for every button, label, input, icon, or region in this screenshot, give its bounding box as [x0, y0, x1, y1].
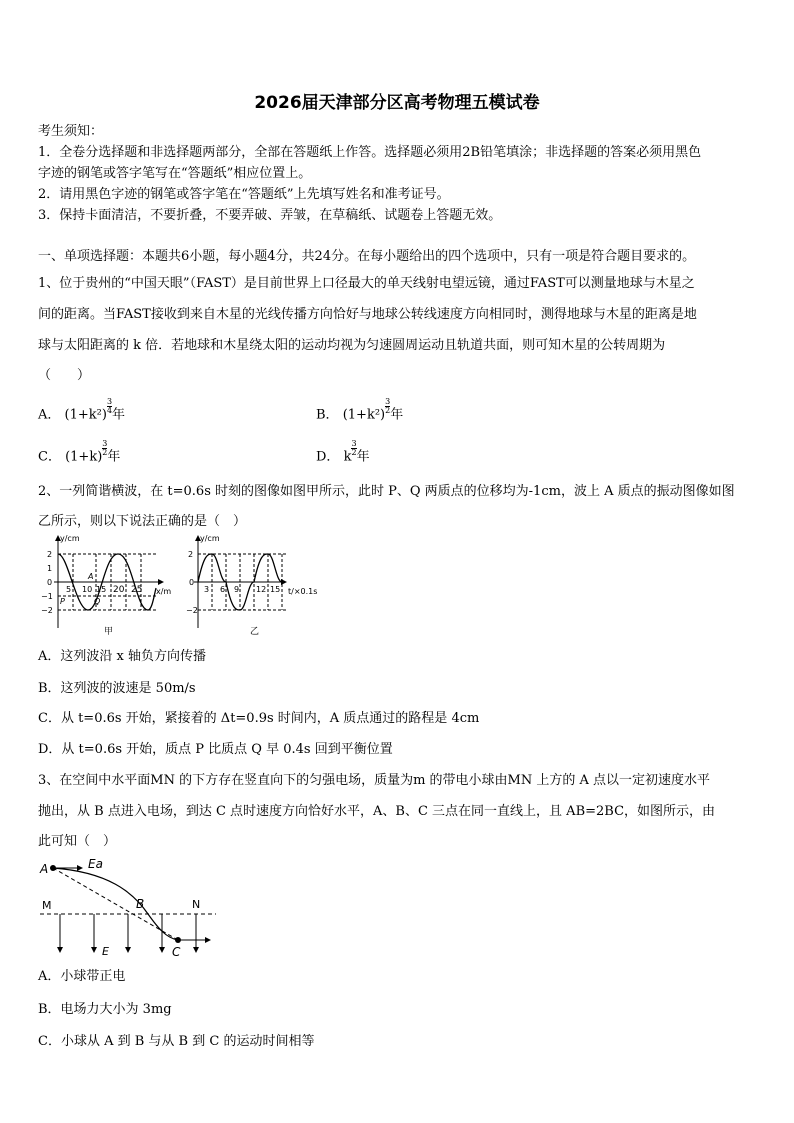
notice-item: 1．全卷分选择题和非选择题两部分，全部在答题纸上作答。选择题必须用2B铅笔填涂；非选择题的答案必须用黑色: [38, 145, 702, 160]
q3-option-c: C．小球从 A 到 B 与从 B 到 C 的运动时间相等: [38, 1034, 315, 1049]
svg-text:10: 10: [82, 585, 93, 594]
svg-text:5: 5: [66, 585, 72, 594]
q1-option-b: B． (1+k²) $\frac{3}{2}$ 年: [316, 397, 404, 423]
q3-option-b: B．电场力大小为 3mg: [38, 1002, 172, 1017]
svg-text:9: 9: [234, 585, 240, 594]
q1-option-d: D． k $\frac{3}{2}$ 年: [316, 439, 370, 465]
svg-text:C: C: [172, 945, 181, 959]
q3-option-a: A．小球带正电: [38, 969, 126, 984]
svg-text:M: M: [42, 899, 52, 912]
svg-text:乙: 乙: [250, 627, 260, 637]
section-heading: 一、单项选择题：本题共6小题，每小题4分，共24分。在每小题给出的四个选项中，只有一项是符合题目要求的。: [38, 249, 696, 264]
svg-text:1: 1: [47, 564, 53, 573]
q2-option-b: B．这列波的波速是 50m/s: [38, 681, 196, 696]
svg-text:t/×0.1s: t/×0.1s: [288, 587, 318, 596]
svg-text:N: N: [192, 898, 201, 911]
svg-text:20: 20: [113, 585, 125, 595]
q2-option-c: C．从 t=0.6s 开始，紧接着的 Δt=0.9s 时间内，A 质点通过的路程是 4cm: [38, 711, 480, 726]
svg-text:P: P: [60, 597, 65, 606]
notice-item: 3．保持卡面清洁，不要折叠，不要弄破、弄皱，在草稿纸、试题卷上答题无效。: [38, 208, 502, 223]
svg-text:15: 15: [96, 585, 107, 594]
svg-text:x/m: x/m: [156, 587, 172, 596]
q1-stem: 间的距离。当FAST接收到来自木星的光线传播方向恰好与地球公转线速度方向相同时，测得地球与木星的距离是地: [38, 307, 697, 322]
svg-text:15: 15: [270, 585, 281, 594]
notice-heading: 考生须知：: [38, 124, 104, 139]
vibration-graph-t: [186, 532, 336, 638]
q2-stem: 2、一列简谐横波，在 t=0.6s 时刻的图像如图甲所示，此时 P、Q 两质点的位移均为-1cm，波上 A 质点的振动图像如图: [38, 484, 735, 499]
notice-item: 字迹的钢笔或答字笔写在“答题纸”相应位置上。: [38, 166, 312, 181]
svg-text:甲: 甲: [104, 627, 114, 637]
q3-stem: 3、在空间中水平面MN 的下方存在竖直向下的匀强电场，质量为m 的带电小球由MN 上方的 A 点以一定初速度水平: [38, 773, 711, 788]
wave-graph-x: [38, 532, 178, 638]
q3-stem: 此可知（ ）: [38, 834, 117, 849]
svg-text:B: B: [136, 897, 145, 911]
svg-text:Ea: Ea: [88, 857, 103, 871]
svg-text:6: 6: [220, 585, 226, 594]
notice-item: 2．请用黑色字迹的钢笔或答字笔在“答题纸”上先填写姓名和准考证号。: [38, 187, 450, 202]
q2-option-a: A．这列波沿 x 轴负方向传播: [38, 649, 206, 664]
svg-text:12: 12: [256, 585, 267, 594]
svg-text:0: 0: [189, 578, 195, 587]
svg-text:−2: −2: [41, 606, 53, 615]
svg-text:Q: Q: [94, 597, 101, 606]
svg-text:25: 25: [131, 585, 143, 595]
q1-stem: （ ）: [38, 368, 91, 383]
q1-stem: 1、位于贵州的“中国天眼”（FAST）是目前世界上口径最大的单天线射电望远镜，通过FAST可以测量地球与木星之: [38, 276, 695, 291]
svg-text:−2: −2: [186, 606, 198, 615]
field-diagram: [38, 852, 228, 962]
q2-stem: 乙所示，则以下说法正确的是（ ）: [38, 514, 247, 529]
paper-title: 2026届天津部分区高考物理五模试卷: [254, 93, 540, 113]
q1-stem: 球与太阳距离的 k 倍．若地球和木星绕太阳的运动均视为匀速圆周运动且轨道共面，则可知木星的公转周期为: [38, 338, 666, 353]
svg-text:A: A: [88, 572, 94, 581]
q3-stem: 抛出，从 B 点进入电场，到达 C 点时速度方向恰好水平，A、B、C 三点在同一直线上，且 AB=2BC，如图所示，由: [38, 804, 716, 819]
svg-text:A: A: [40, 862, 49, 876]
svg-text:y/cm: y/cm: [60, 534, 80, 543]
q2-option-d: D．从 t=0.6s 开始，质点 P 比质点 Q 早 0.4s 回到平衡位置: [38, 742, 393, 757]
svg-text:E: E: [102, 945, 109, 958]
svg-text:2: 2: [188, 550, 194, 559]
q1-option-c: C． (1+k) $\frac{3}{2}$ 年: [38, 439, 121, 465]
svg-text:2: 2: [47, 550, 53, 559]
svg-text:−1: −1: [41, 592, 53, 601]
svg-text:y/cm: y/cm: [200, 534, 220, 543]
svg-text:3: 3: [204, 585, 210, 594]
q1-option-a: A． (1+k²) $\frac{3}{4}$ 年: [38, 397, 126, 423]
svg-text:0: 0: [47, 578, 53, 587]
